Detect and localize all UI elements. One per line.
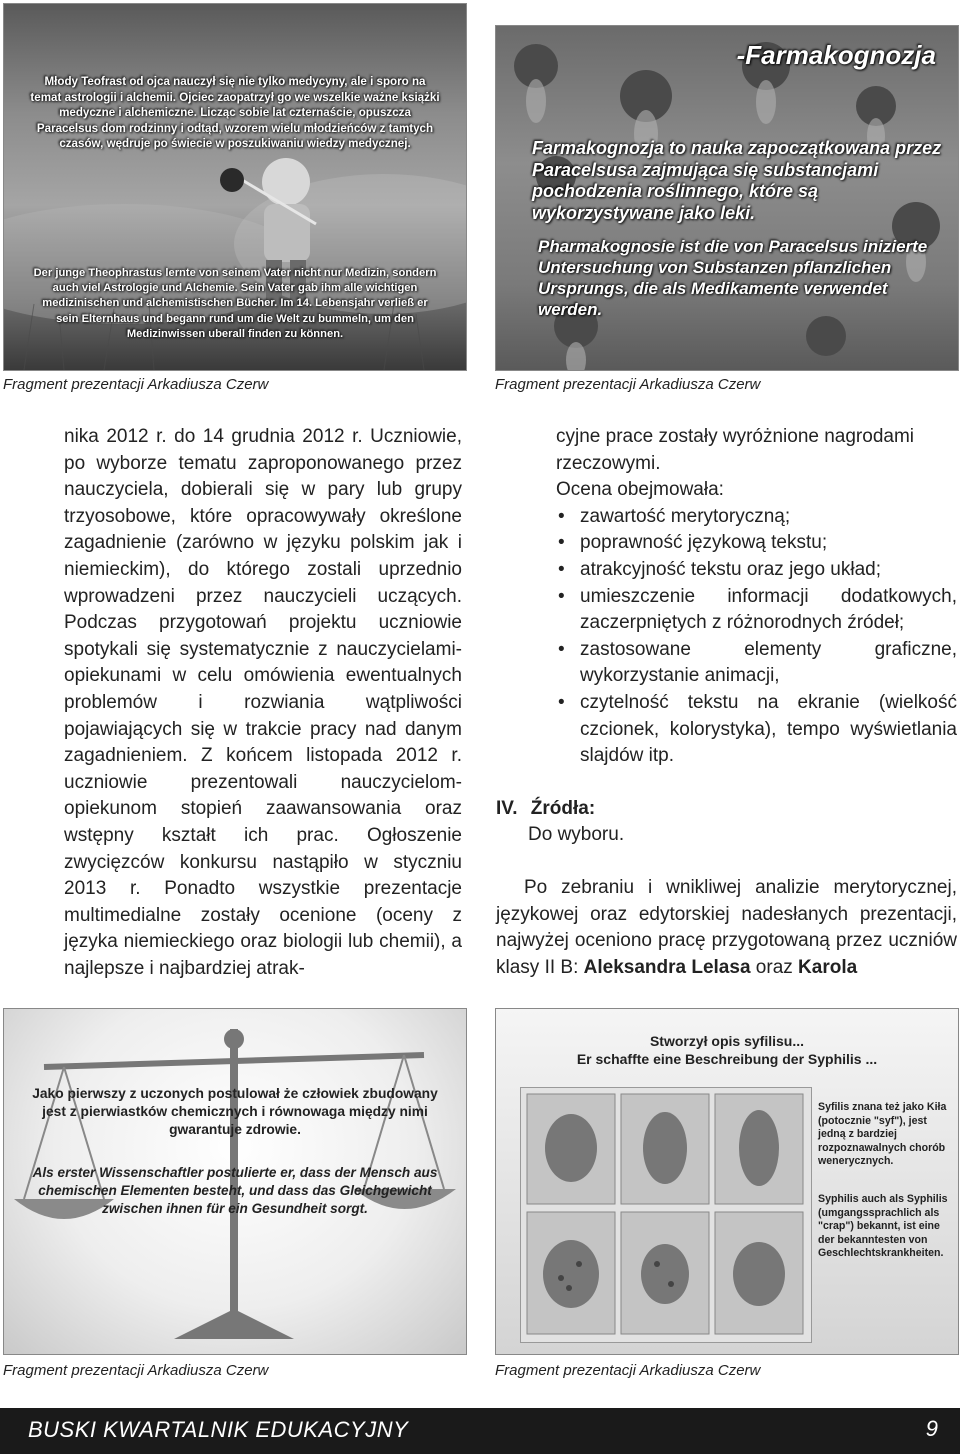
section-title: Źródła: (530, 797, 596, 819)
slide1-german-text: Der junge Theophrastus lernte von seinem Vater nicht nur Medizin, sondern auch viel Astrologie und Alchemie. Sein Vater gab ihm alle wichtigen medizinischen und alchemistischen Bücher. Im 14. Lebensjahr verließ er sein Elternhaus und begann rund um die Welt zu bummeln, um den Medizinwissen uberall finden zu können. (33, 267, 437, 340)
criteria-list (556, 504, 957, 770)
slide1-polish-text: Młody Teofrast od ojca nauczył się nie tylko medycyny, ale i sporo na temat astrologii i alchemii. Ojciec zaopatrzył go we wszelkie ważne książki medyczne i alchemiczne. Licząc sobie lat czternaście, opuszcza Paracelsus dom rodzinny i odtąd, wzorem wielu młodzieńców z tamtych czasów, wędruje po świecie w poszukiwaniu wiedzy medycznej. (30, 75, 440, 150)
closing-text: Po zebraniu i wnikliwej analizie merytorycznej, językowej oraz edytorskiej nadesłanych prezentacji, najwyżej oceniono pracę przygotowaną przez uczniów klasy II B: (496, 876, 957, 978)
section-heading (496, 796, 957, 823)
left-column-paragraph: nika 2012 r. do 14 grudnia 2012 r. Uczniowie, po wyborze tematu zaproponowanego przez nauczyciela, dobierali się w pary lub grupy trzyosobowe, które opracowywały określone zagadnienie (zarówno w języku polskim jak i niemieckim), do którego zostali uprzednio wprowadzeni przez nauczycieli uczących. Podczas przygotowań projektu uczniowie spotykali się systematycznie z nauczycielami-opiekunami w celu omówienia ewentualnych problemów i rozwiania wątpliwości pojawiających się w trakcie pracy nad danym zagadnieniem. Z końcem listopada 2012 r. uczniowie prezentowali nauczycielom-opiekunom stopień zaawansowania oraz wstępny kształt ich prac. Ogłoszenie zwycięzców konkursu nastąpiło w styczniu 2013 r. Ponadto wszystkie prezentacje multimedialne zostały ocenione (oceny z języka niemieckiego oraz biologii lub chemii), a najlepsze i najbardziej atrak- (64, 426, 462, 979)
student-name-2: Karola (798, 956, 858, 978)
slide-paracelsus-youth (3, 3, 467, 371)
slide3-german-text: Als erster Wissenschaftler postulierte er, dass der Mensch aus chemischen Elementen besteht, und dass das Gleichgewicht zwischen ihnen für ein Gesundheit sorgt. (32, 1165, 438, 1216)
journal-title: BUSKI KWARTALNIK EDUKACYJNY (28, 1417, 409, 1442)
caption-slide1: Fragment prezentacji Arkadiusza Czerw (3, 376, 269, 393)
conjunction: oraz (755, 956, 793, 978)
criteria-item: • czytelność tekstu na ekranie (wielkość czcionek, kolorystyka), tempo wyświetlania slajdów itp. (580, 690, 957, 770)
criteria-heading: Ocena obejmowała: (556, 479, 724, 501)
slide4-title-de: Er schaffte eine Beschreibung der Syphilis ... (576, 1051, 878, 1067)
criteria-item: • poprawność językową tekstu; (580, 530, 957, 557)
slide-syphilis (495, 1008, 959, 1355)
caption-slide4: Fragment prezentacji Arkadiusza Czerw (495, 1362, 761, 1379)
slide2-title: -Farmakognozja (736, 40, 936, 70)
slide4-title-pl: Stworzył opis syfilisu... (649, 1033, 805, 1049)
page-number: 9 (925, 1416, 938, 1441)
right-intro: cyjne prace zostały wyróżnione nagrodami rzeczowymi. (556, 426, 915, 474)
slide2-german-text: Pharmakognosie ist die von Paracelsus inizierte Untersuchung von Substanzen pflanzlichen Ursprungs, die als Medikamente verwendet werden. (538, 237, 928, 319)
slide3-polish-text: Jako pierwszy z uczonych postulował że człowiek zbudowany jest z pierwiastków chemicznych i równowaga między nimi gwarantuje zdrowie. (32, 1086, 438, 1137)
right-column (496, 424, 957, 981)
criteria-item: • umieszczenie informacji dodatkowych, zaczerpniętych z różnorodnych źródeł; (580, 584, 957, 637)
section-number: IV. (496, 797, 518, 819)
slide-farmakognozja (495, 25, 959, 371)
slide4-german-text: Syphilis auch als Syphilis (umgangssprachlich als "crap") bekannt, ist eine der bekanntesten von Geschlechtskrankheiten. (818, 1193, 948, 1259)
medical-illustrations (520, 1087, 812, 1343)
section-body: Do wyboru. (528, 824, 625, 846)
illustration-grid (521, 1088, 811, 1342)
slide4-polish-text: Syfilis znana też jako Kiła (potocznie "syf"), jest jedną z bardziej rozpoznawalnych chorób wenerycznych. (818, 1101, 947, 1167)
slide2-polish-text: Farmakognozja to nauka zapoczątkowana przez Paracelsusa zajmująca się substancjami pochodzenia roślinnego, które są wykorzystywane jako leki. (532, 138, 942, 223)
criteria-item: • zastosowane elementy graficzne, wykorzystanie animacji, (580, 637, 957, 690)
criteria-item: • atrakcyjność tekstu oraz jego układ; (580, 557, 957, 584)
caption-slide3: Fragment prezentacji Arkadiusza Czerw (3, 1362, 269, 1379)
closing-paragraph (496, 875, 957, 981)
student-name-1: Aleksandra Lelasa (583, 956, 751, 978)
page-footer (0, 1408, 960, 1454)
caption-slide2: Fragment prezentacji Arkadiusza Czerw (495, 376, 761, 393)
criteria-item: • zawartość merytoryczną; (580, 504, 957, 531)
slide-scales (3, 1008, 467, 1355)
left-column (64, 424, 462, 982)
